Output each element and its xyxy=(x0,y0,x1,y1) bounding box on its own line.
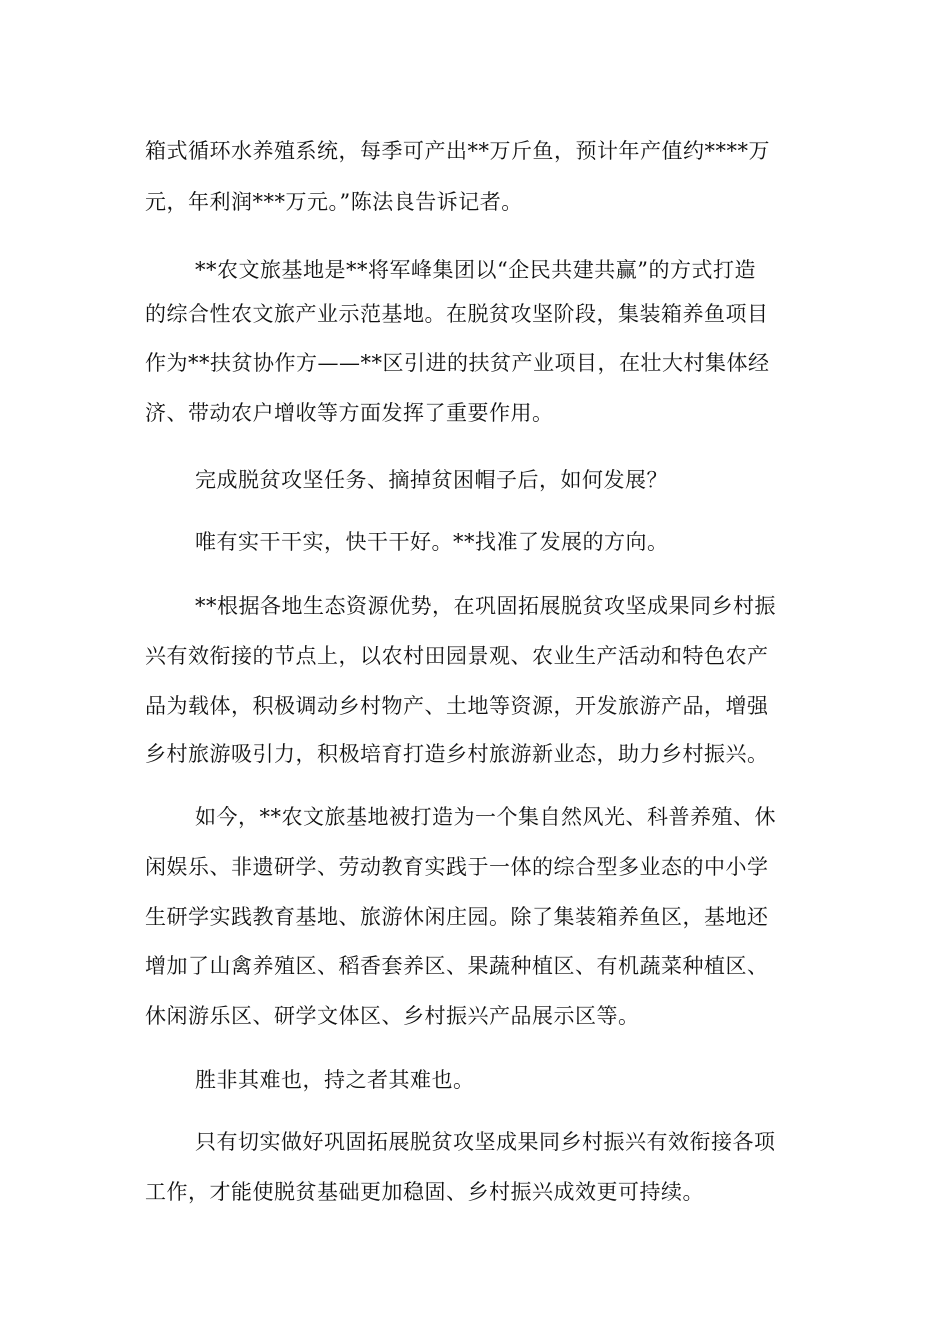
paragraph-6-line-5: 休闲游乐区、研学文体区、乡村振兴产品展示区等。 xyxy=(145,1004,640,1028)
paragraph-6-line-1: 如今，**农文旅基地被打造为一个集自然风光、科普养殖、休 xyxy=(195,805,776,829)
paragraph-1-line-1: 箱式循环水养殖系统，每季可产出**万斤鱼，预计年产值约****万 xyxy=(145,139,770,163)
paragraph-1-line-2: 元，年利润***万元。”陈法良告诉记者。 xyxy=(145,190,523,214)
paragraph-2-line-4: 济、带动农户增收等方面发挥了重要作用。 xyxy=(145,401,554,425)
paragraph-6-line-4: 增加了山禽养殖区、稻香套养区、果蔬种植区、有机蔬菜种植区、 xyxy=(145,954,769,978)
paragraph-4-line-1: 唯有实干干实，快干干好。**找准了发展的方向。 xyxy=(195,530,669,554)
paragraph-5-line-1: **根据各地生态资源优势，在巩固拓展脱贫攻坚成果同乡村振 xyxy=(195,594,776,618)
paragraph-2-line-1: **农文旅基地是**将军峰集团以“企民共建共赢”的方式打造 xyxy=(195,258,756,282)
paragraph-8-line-2: 工作，才能使脱贫基础更加稳固、乡村振兴成效更可持续。 xyxy=(145,1180,704,1204)
paragraph-2-line-3: 作为**扶贫协作方——**区引进的扶贫产业项目，在壮大村集体经 xyxy=(145,351,770,375)
paragraph-5-line-4: 乡村旅游吸引力，积极培育打造乡村旅游新业态，助力乡村振兴。 xyxy=(145,742,769,766)
paragraph-7-line-1: 胜非其难也，持之者其难也。 xyxy=(195,1068,475,1092)
paragraph-5-line-2: 兴有效衔接的节点上，以农村田园景观、农业生产活动和特色农产 xyxy=(145,644,769,668)
paragraph-2-line-2: 的综合性农文旅产业示范基地。在脱贫攻坚阶段，集装箱养鱼项目 xyxy=(145,302,769,326)
paragraph-6-line-3: 生研学实践教育基地、旅游休闲庄园。除了集装箱养鱼区，基地还 xyxy=(145,905,769,929)
paragraph-3-line-1: 完成脱贫攻坚任务、摘掉贫困帽子后，如何发展？ xyxy=(195,468,668,492)
paragraph-8-line-1: 只有切实做好巩固拓展脱贫攻坚成果同乡村振兴有效衔接各项 xyxy=(195,1130,776,1154)
paragraph-5-line-3: 品为载体，积极调动乡村物产、土地等资源，开发旅游产品，增强 xyxy=(145,694,769,718)
paragraph-6-line-2: 闲娱乐、非遗研学、劳动教育实践于一体的综合型多业态的中小学 xyxy=(145,855,769,879)
